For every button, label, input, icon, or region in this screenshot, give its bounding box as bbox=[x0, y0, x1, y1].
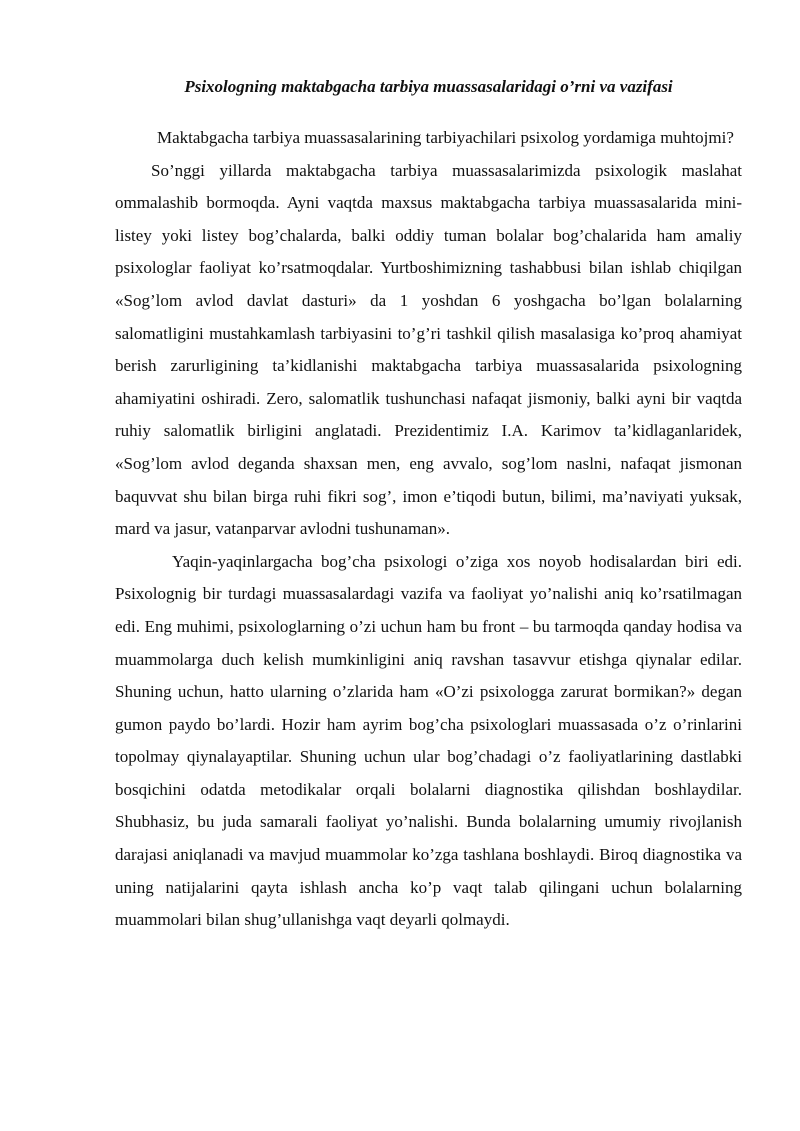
document-title: Psixologning maktabgacha tarbiya muassasalaridagi o’rni va vazifasi bbox=[184, 77, 673, 96]
paragraph-psychologist-role: Yaqin-yaqinlargacha bog’cha psixologi o’ziga xos noyob hodisalardan biri edi. Psixolognig bir turdagi muassasalardagi vazifa va faoliyat yo’nalishi aniq ko’rsatilmagan edi. Eng muhimi, psixologlarning o’zi uchun ham bu front – bu tarmoqda qanday hodisa va muammolarga duch kelish mumkinligini aniq ravshan tasavvur etishga qiynalar edilar. Shuning uchun, hatto ularning o’zlarida ham «O’zi psixologga zarurat bormikan?» degan gumon paydo bo’lardi. Hozir ham ayrim bog’cha psixologlari muassasada o’z o’rinlarini topolmay qiynalayaptilar. Shuning uchun ular bog’chadagi o’z faoliyatlarining dastlabki bosqichini odatda metodikalar orqali bolalarni diagnostika qilishdan boshlaydilar. Shubhasiz, bu juda samarali faoliyat yo’nalishi. Bunda bolalarning umumiy rivojlanish darajasi aniqlanadi va mavjud muammolar ko’zga tashlana boshlaydi. Biroq diagnostika va uning natijalarini qayta ishlash ancha ko’p vaqt talab qilingani uchun bolalarning muammolari bilan shug’ullanishga vaqt deyarli qolmaydi. bbox=[115, 551, 742, 930]
paragraph-main: So’nggi yillarda maktabgacha tarbiya muassasalarimizda psixologik maslahat ommalashib bormoqda. Ayni vaqtda maxsus maktabgacha tarbiya muassasalarida mini- listey yoki listey bog’chalarda, balki oddiy tuman bolalar bog’chalarida ham amaliy psixologlar faoliyat ko’rsatmoqdalar. Yurtboshimizning tashabbusi bilan ishlab chiqilgan «Sog’lom avlod davlat dasturi» da 1 yoshdan 6 yoshgacha bo’lgan bolalarning salomatligini mustahkamlash tarbiyasini to’g’ri tashkil qilish masalasiga ko’proq ahamiyat berish zarurligining ta’kidlanishi maktabgacha tarbiya muassasalarida psixologning ahamiyatini oshiradi. Zero, salomatlik tushunchasi nafaqat jismoniy, balki ayni bir vaqtda ruhiy salomatlik birligini anglatadi. Prezidentimiz I.A. Karimov ta’kidlaganlaridek, «Sog’lom avlod deganda shaxsan men, eng avvalo, sog’lom naslni, nafaqat jismonan baquvvat shu bilan birga ruhi fikri sog’, imon e’tiqodi butun, bilimi, ma’naviyati yuksak, mard va jasur, vatanparvar avlodni tushunaman». bbox=[115, 160, 742, 539]
document-page bbox=[115, 74, 742, 937]
paragraph-question: Maktabgacha tarbiya muassasalarining tarbiyachilari psixolog yordamiga muhtojmi? bbox=[157, 128, 734, 147]
